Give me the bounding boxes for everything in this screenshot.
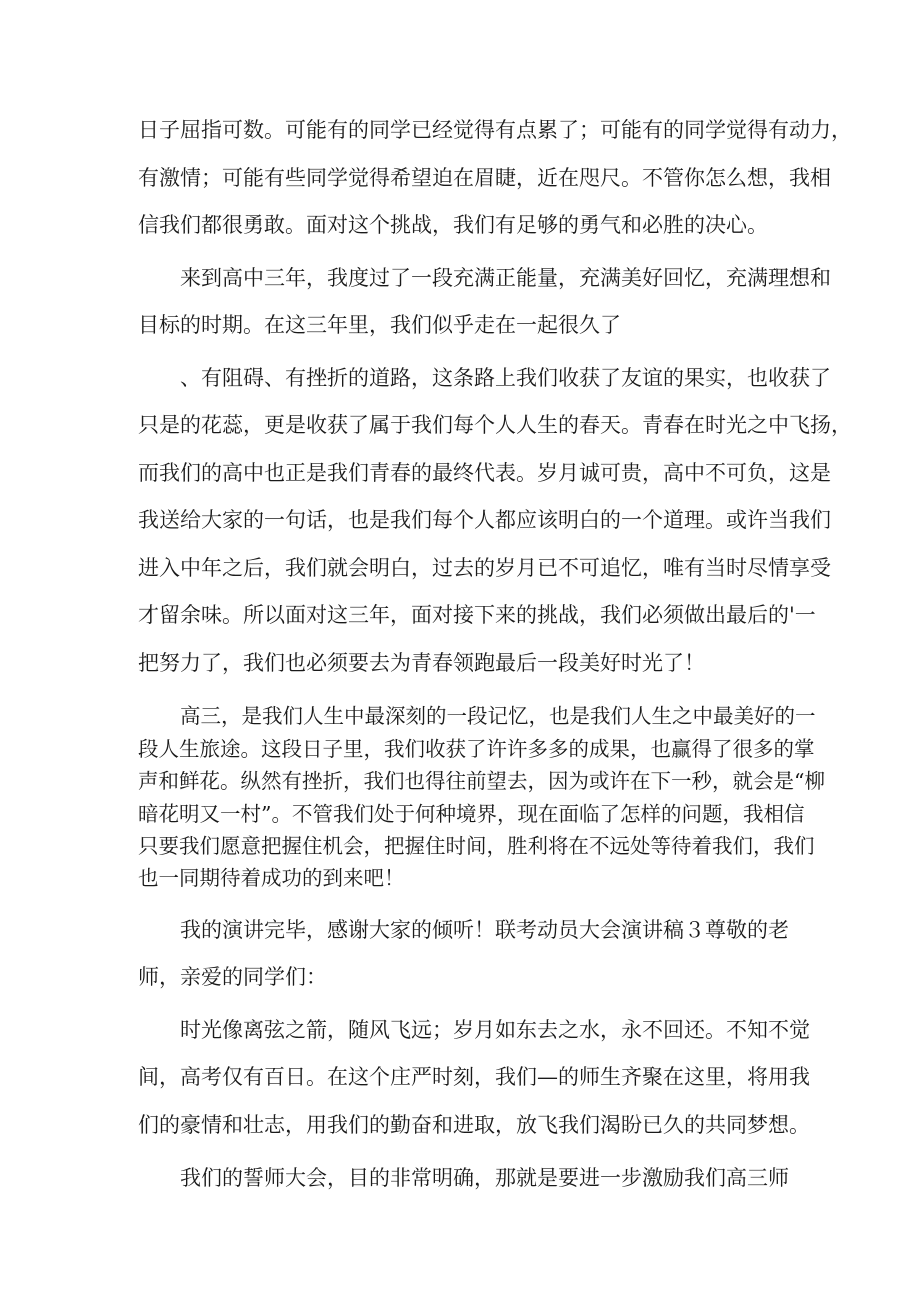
text-line: 高三，是我们人生中最深刻的一段记忆，也是我们人生之中最美好的一 [180, 704, 816, 728]
text-line: 声和鲜花。纵然有挫折，我们也得往前望去，因为或许在下一秒，就会是“柳 [138, 769, 825, 793]
text-line: 段人生旅途。这段日子里，我们收获了许许多多的成果，也赢得了很多的掌 [138, 737, 815, 761]
text-line: 也一同期待着成功的到来吧！ [138, 866, 405, 890]
text-line: 师，亲爱的同学们： [138, 965, 327, 989]
text-line: 我的演讲完毕，感谢大家的倾听！联考动员大会演讲稿３尊敬的老 [180, 918, 789, 942]
text-line: 间，高考仅有百日。在这个庄严时刻，我们—的师生齐聚在这里，将用我 [138, 1065, 810, 1089]
text-line: 暗花明又一村”。不管我们处于何种境界，现在面临了怎样的问题，我相信 [138, 802, 805, 826]
text-line: 来到高中三年，我度过了一段充满正能量，充满美好回忆，充满理想和 [180, 266, 831, 290]
text-line: 日子屈指可数。可能有的同学已经觉得有点累了；可能有的同学觉得有动力， [138, 118, 852, 142]
text-line: 只要我们愿意把握住机会，把握住时间，胜利将在不远处等待着我们，我们 [138, 834, 815, 858]
text-line: 我送给大家的一句话，也是我们每个人都应该明白的一个道理。或许当我们 [138, 508, 831, 532]
text-line: 我们的誓师大会，目的非常明确，那就是要进一步激励我们高三师 [180, 1166, 789, 1190]
text-line: 时光像离弦之箭，随风飞远；岁月如东去之水，永不回还。不知不觉 [180, 1018, 810, 1042]
text-line: 把努力了，我们也必须要去为青春领跑最后一段美好时光了！ [138, 651, 705, 675]
text-line: 有激情；可能有些同学觉得希望迫在眉睫，近在咫尺。不管你怎么想，我相 [138, 166, 831, 190]
text-line: 信我们都很勇敢。面对这个挑战，我们有足够的勇气和必胜的决心。 [138, 213, 768, 237]
text-line: 们的豪情和壮志，用我们的勤奋和进取，放飞我们渴盼已久的共同梦想。 [138, 1113, 810, 1137]
text-line: 目标的时期。在这三年里，我们似乎走在一起很久了 [138, 313, 621, 337]
text-line: 、有阻碍、有挫折的道路，这条路上我们收获了友谊的果实，也收获了 [180, 366, 831, 390]
text-line: 才留余味。所以面对这三年，面对接下来的挑战，我们必须做出最后的'一 [138, 603, 816, 627]
text-line: 而我们的高中也正是我们青春的最终代表。岁月诚可贵，高中不可负，这是 [138, 461, 831, 485]
text-line: 进入中年之后，我们就会明白，过去的岁月已不可追忆，唯有当时尽情享受 [138, 556, 831, 580]
text-line: 只是的花蕊，更是收获了属于我们每个人人生的春天。青春在时光之中飞扬， [138, 413, 852, 437]
